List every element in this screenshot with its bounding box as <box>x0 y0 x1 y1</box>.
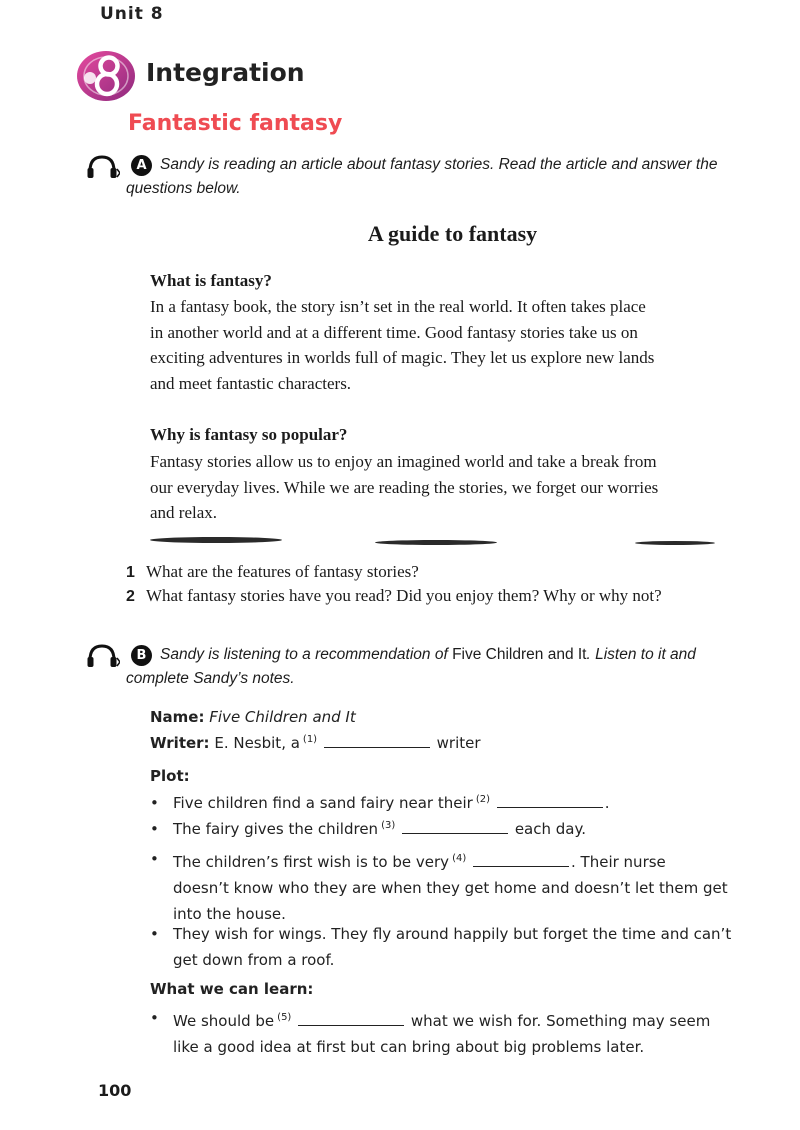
answer-blank-4[interactable] <box>473 865 569 867</box>
article-paragraph-2 <box>150 449 658 526</box>
blank-number: (4) <box>452 853 467 864</box>
question-number: 1 <box>126 564 135 581</box>
article-paragraph-1 <box>150 294 654 396</box>
answer-blank-5[interactable] <box>298 1024 404 1026</box>
blank-number: (5) <box>277 1012 292 1023</box>
brush-divider <box>150 537 282 543</box>
instruction-text: . Listen to it and <box>586 646 696 663</box>
question-text: What are the features of fantasy stories? <box>146 562 419 581</box>
instruction-text: Sandy is listening to a recommendation of <box>160 646 453 663</box>
learn-label <box>150 980 313 998</box>
bullet: • <box>150 1009 159 1027</box>
part-a-badge: A <box>131 155 152 176</box>
paragraph-line: and relax. <box>150 503 218 522</box>
writer-label: Writer: <box>150 734 210 752</box>
blank-number: (3) <box>381 820 396 831</box>
article-heading-what: What is fantasy? <box>150 271 272 290</box>
bullet: • <box>150 925 159 943</box>
notes-writer <box>150 734 481 752</box>
article-heading-why: Why is fantasy so popular? <box>150 425 348 444</box>
bullet-line <box>173 1005 710 1034</box>
headphones-icon[interactable] <box>86 153 120 181</box>
paragraph-line: our everyday lives. While we are reading the stories, we forget our worries <box>150 477 659 497</box>
bullet: • <box>150 850 159 868</box>
plot-bullet-4 <box>150 921 732 973</box>
part-b-instruction <box>160 643 696 667</box>
lesson-subtitle: Fantastic fantasy <box>128 111 343 136</box>
writer-tail: writer <box>436 734 481 752</box>
blank-number: (2) <box>475 794 490 805</box>
part-b-instruction-cont: complete Sandy’s notes. <box>126 670 295 687</box>
blank-number: (1) <box>302 734 318 745</box>
bullet-text: The fairy gives the children <box>173 820 379 838</box>
question-number: 2 <box>126 588 135 605</box>
question-1 <box>126 562 419 582</box>
name-value: Five Children and It <box>209 708 356 726</box>
brush-divider <box>635 541 715 545</box>
paragraph-line: exciting adventures in worlds full of magic. They let us explore new lands <box>150 348 655 367</box>
name-label: Name: <box>150 708 205 726</box>
question-2 <box>126 586 662 606</box>
answer-blank-2[interactable] <box>497 806 603 808</box>
bullet-text: The children’s first wish is to be very <box>173 853 450 871</box>
paragraph-line: Fantasy stories allow us to enjoy an imagined world and take a break from <box>150 452 657 471</box>
question-text: What fantasy stories have you read? Did you enjoy them? Why or why not? <box>146 586 662 605</box>
part-b-badge: B <box>131 645 152 666</box>
plot-label <box>150 767 190 785</box>
bullet: • <box>150 794 159 812</box>
plot-label-text: Plot: <box>150 767 190 785</box>
notes-name <box>150 708 356 726</box>
section-eight-logo <box>76 50 136 102</box>
bullet-line: into the house. <box>173 905 286 923</box>
plot-bullet-2 <box>150 820 586 838</box>
bullet-text: . <box>604 794 610 812</box>
bullet-text: what we wish for. Something may seem <box>410 1012 711 1030</box>
brush-divider <box>375 540 497 545</box>
bullet-text: . Their nurse <box>571 853 666 871</box>
article-title: A guide to fantasy <box>367 221 538 246</box>
paragraph-line: and meet fantastic characters. <box>150 373 352 393</box>
part-a-instruction-cont: questions below. <box>126 180 241 197</box>
answer-blank-3[interactable] <box>402 832 508 834</box>
page-number: 100 <box>98 1081 132 1100</box>
bullet-line: like a good idea at first but can bring about big problems later. <box>173 1038 645 1056</box>
unit-label: Unit 8 <box>100 4 164 24</box>
answer-blank-1[interactable] <box>324 746 430 748</box>
headphones-icon[interactable] <box>86 642 120 670</box>
paragraph-line: in another world and at a different time. Good fantasy stories take us on <box>150 322 638 342</box>
bullet-text: We should be <box>173 1012 275 1030</box>
plot-bullet-1 <box>150 794 610 812</box>
section-title: Integration <box>146 58 305 87</box>
bullet-line: get down from a roof. <box>173 951 335 969</box>
paragraph-line: In a fantasy book, the story isn’t set in the real world. It often takes place <box>150 297 646 316</box>
bullet: • <box>150 820 159 838</box>
plot-bullet-3 <box>150 846 728 927</box>
bullet-text: each day. <box>514 820 586 838</box>
part-a-instruction: Sandy is reading an article about fantasy stories. Read the article and answer the <box>160 156 718 173</box>
book-title: Five Children and It <box>452 646 587 663</box>
learn-bullet-1 <box>150 1005 711 1060</box>
bullet-line <box>173 846 728 875</box>
bullet-line: They wish for wings. They fly around happily but forget the time and can’t <box>173 925 732 943</box>
bullet-line: doesn’t know who they are when they get home and doesn’t let them get <box>173 879 728 897</box>
bullet-text: Five children find a sand fairy near their <box>173 794 473 812</box>
writer-value: E. Nesbit, a <box>214 734 300 752</box>
learn-label-text: What we can learn: <box>150 980 314 998</box>
